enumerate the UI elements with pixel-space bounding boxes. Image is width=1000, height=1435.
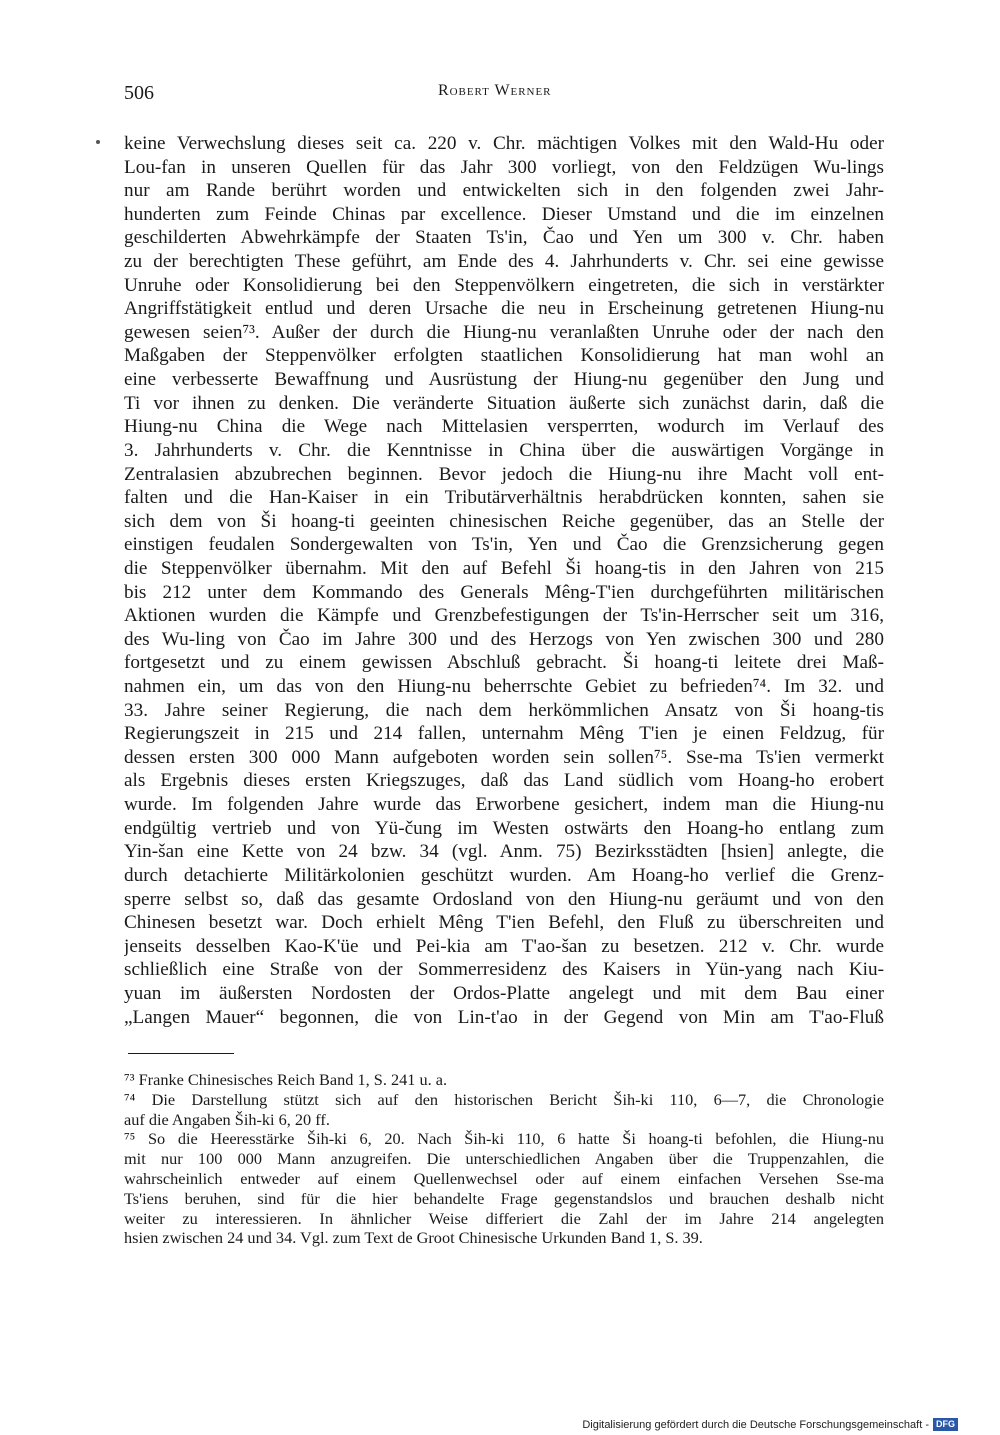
footnote-line: ⁷³ Franke Chinesisches Reich Band 1, S. 241 u. a. <box>124 1070 448 1089</box>
footnote-line: wahrscheinlich entweder auf einem Quellenwechsel oder auf einem einfachen Versehen Sse-ma <box>124 1168 884 1188</box>
footnote-line: Ts'iens beruhen, sind für die hier behandelte Frage gegenstandslos und brauchen deshalb nicht <box>124 1188 884 1208</box>
footnote-line: mit nur 100 000 Mann anzugreifen. Die unterschiedlichen Angaben über die Truppenzahlen, die <box>124 1149 884 1169</box>
body-line: durch detachierte Militärkolonien geschützt wurden. Am Hoang-ho verlief die Grenz- <box>124 864 884 886</box>
running-head: Robert Werner <box>438 82 552 99</box>
body-line: nur am Rande berührt worden und entwickelten sich in den folgenden zwei Jahr- <box>124 180 884 202</box>
body-line: Yin-šan eine Kette von 24 bzw. 34 (vgl. Anm. 75) Bezirksstädten [hsien] anlegte, die <box>124 841 884 863</box>
body-line: des Wu-ling von Čao im Jahre 300 und des Herzogs von Yen zwischen 300 und 280 <box>124 628 884 650</box>
footnote-divider <box>128 1053 234 1054</box>
footnotes <box>124 1070 884 1248</box>
body-line: Lou-fan in unseren Quellen für das Jahr 300 vorliegt, von den Feldzügen Wu-lings <box>124 156 884 178</box>
body-line: 33. Jahre seiner Regierung, die nach dem herkömmlichen Ansatz von Ši hoang-tis <box>124 699 884 721</box>
body-line: keine Verwechslung dieses seit ca. 220 v. Chr. mächtigen Volkes mit den Wald-Hu oder <box>124 133 884 154</box>
digitization-credit <box>582 1418 958 1431</box>
body-line: Ti vor ihnen zu denken. Die veränderte Situation äußerte sich zunächst darin, daß die <box>124 392 884 414</box>
body-line: nahmen ein, um das von den Hiung-nu beherrschte Gebiet zu befrieden⁷⁴. Im 32. und <box>124 676 884 698</box>
body-line: sich dem von Ši hoang-ti geeinten chinesischen Reiche gegenüber, das an Stelle der <box>124 510 884 532</box>
body-line: hunderten zum Feinde Chinas par excellence. Dieser Umstand und die im einzelnen <box>124 203 884 225</box>
body-line: Aktionen wurden die Kämpfe und Grenzbefestigungen der Ts'in-Herrscher seit um 316, <box>124 605 884 627</box>
margin-dot <box>96 140 100 144</box>
body-line: Angriffstätigkeit entlud und deren Ursache die neu in Erscheinung getretenen Hiung-nu <box>124 298 884 320</box>
body-line: 3. Jahrhunderts v. Chr. die Kenntnisse in China über die auswärtigen Vorgänge in <box>124 439 884 461</box>
footnote-line: weiter zu interessieren. In ähnlicher Weise differiert die Zahl der im Jahre 214 angelegten <box>124 1208 884 1228</box>
body-line: wurde. Im folgenden Jahre wurde das Erworbene gesichert, indem man die Hiung-nu <box>124 794 884 816</box>
body-line: zu der berechtigten These geführt, am Ende des 4. Jahrhunderts v. Chr. sei eine gewisse <box>124 251 884 273</box>
footnote-line: auf die Angaben Ših-ki 6, 20 ff. <box>124 1109 330 1129</box>
body-line: eine verbesserte Bewaffnung und Ausrüstung der Hiung-nu gegenüber den Jung und <box>124 369 884 391</box>
body-line: Regierungszeit in 215 und 214 fallen, unternahm Mêng T'ien je einen Feldzug, für <box>124 723 884 745</box>
body-line: bis 212 unter dem Kommando des Generals Mêng-T'ien durchgeführten militärischen <box>124 581 884 603</box>
body-line: Hiung-nu China die Wege nach Mittelasien versperrten, wodurch im Verlauf des <box>124 416 884 438</box>
body-line: gewesen seien⁷³. Außer der durch die Hiung-nu veranlaßten Unruhe oder der nach den <box>124 321 884 343</box>
body-line: falten und die Han-Kaiser in ein Tributärverhältnis herabdrücken konnten, sahen sie <box>124 487 884 509</box>
body-line: yuan im äußersten Nordosten der Ordos-Platte angelegt und mit dem Bau einer <box>124 982 884 1004</box>
credit-text: Digitalisierung gefördert durch die Deutsche Forschungsgemeinschaft - <box>582 1418 929 1431</box>
page-number: 506 <box>124 82 154 104</box>
body-line: Zentralasien abzubrechen beginnen. Bevor jedoch die Hiung-nu ihre Macht voll ent- <box>124 463 884 485</box>
body-line: als Ergebnis dieses ersten Kriegszuges, daß das Land südlich vom Hoang-ho erobert <box>124 770 884 792</box>
body-line: sperre selbst so, daß das gesamte Ordosland von den Hiung-nu geräumt und von den <box>124 888 884 910</box>
body-line: Unruhe oder Konsolidierung bei den Steppenvölkern eingetreten, die sich in verstärkter <box>124 274 884 296</box>
body-text <box>124 132 884 1029</box>
body-line: Chinesen besetzt war. Doch erhielt Mêng T'ien Befehl, den Fluß zu überschreiten und <box>124 912 884 934</box>
body-line: die Steppenvölker übernahm. Mit den auf Befehl Ši hoang-tis in den Jahren von 215 <box>124 557 884 579</box>
body-line: schließlich eine Straße von der Sommerresidenz des Kaisers in Yün-yang nach Kiu- <box>124 959 884 981</box>
body-line: „Langen Mauer“ begonnen, die von Lin-t'ao in der Gegend von Min am T'ao-Fluß <box>124 1006 884 1028</box>
body-line: einstigen feudalen Sondergewalten von Ts'in, Yen und Čao die Grenzsicherung gegen <box>124 534 884 556</box>
body-line: jenseits desselben Kao-K'üe und Pei-kia am T'ao-šan zu besetzen. 212 v. Chr. wurde <box>124 935 884 957</box>
body-line: dessen ersten 300 000 Mann aufgeboten worden sein sollen⁷⁵. Sse-ma Ts'ien vermerkt <box>124 746 884 768</box>
body-line: Maßgaben der Steppenvölker erfolgten staatlichen Konsolidierung hat man wohl an <box>124 345 884 367</box>
footnote-line: hsien zwischen 24 und 34. Vgl. zum Text de Groot Chinesische Urkunden Band 1, S. 39. <box>124 1228 703 1248</box>
body-line: geschilderten Abwehrkämpfe der Staaten Ts'in, Čao und Yen um 300 v. Chr. haben <box>124 227 884 249</box>
body-line: fortgesetzt und zu einem gewissen Abschluß gebracht. Ši hoang-ti leitete drei Maß- <box>124 652 884 674</box>
dfg-logo: DFG <box>933 1418 958 1431</box>
footnote-line: ⁷⁵ So die Heeresstärke Ših-ki 6, 20. Nach Ših-ki 110, 6 hatte Ši hoang-ti befohlen, die Hiung-nu <box>124 1129 884 1149</box>
body-line: endgültig vertrieb und von Yü-čung im Westen ostwärts den Hoang-ho entlang zum <box>124 817 884 839</box>
footnote-line: ⁷⁴ Die Darstellung stützt sich auf den historischen Bericht Ših-ki 110, 6—7, die Chronologie <box>124 1089 884 1109</box>
